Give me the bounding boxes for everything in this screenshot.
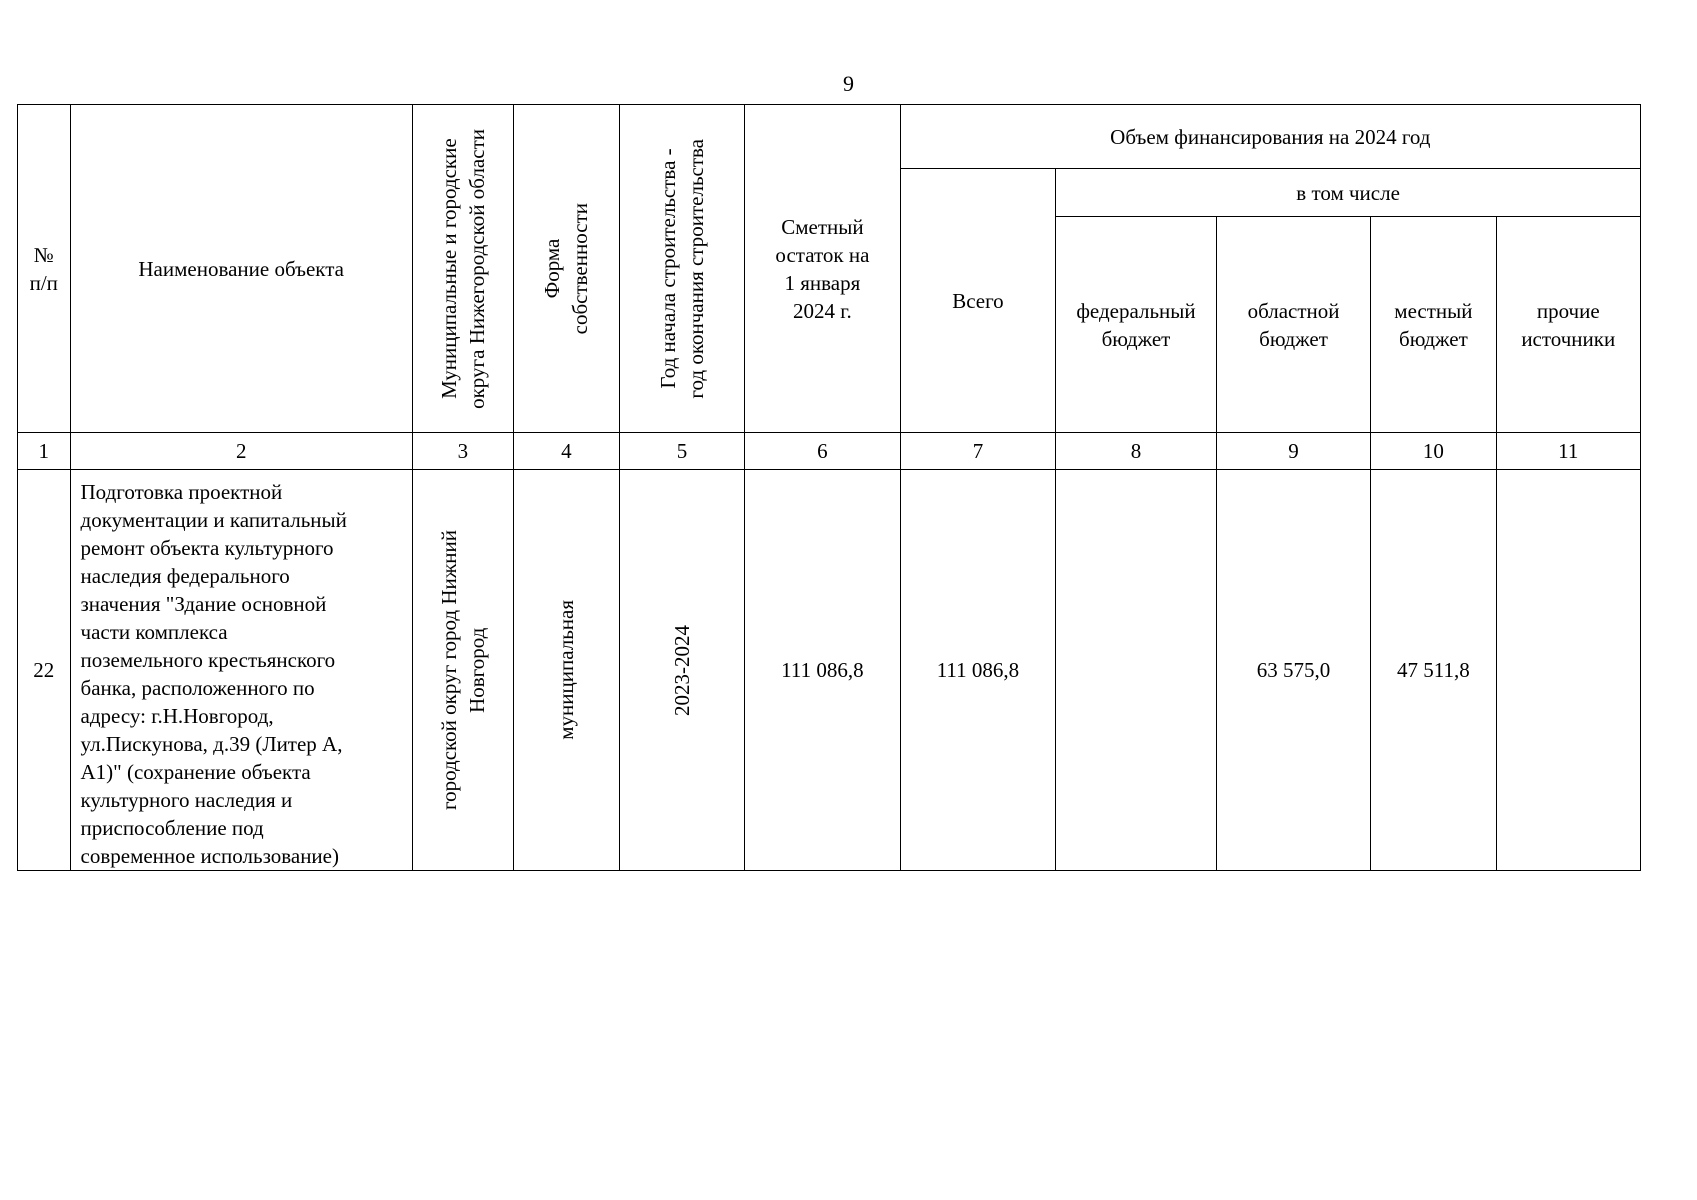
- funding-table: [17, 104, 1641, 871]
- row-num: 22: [18, 470, 71, 871]
- column-number: 11: [1496, 433, 1640, 470]
- row-ownership-text: муниципальная: [554, 600, 579, 740]
- column-number: 3: [412, 433, 513, 470]
- row-total: 111 086,8: [900, 470, 1056, 871]
- header-num: № п/п: [18, 105, 71, 433]
- row-local: 47 511,8: [1371, 470, 1496, 871]
- header-municipality-text: Муниципальные и городские округа Нижегородской области: [436, 128, 489, 409]
- column-number: 7: [900, 433, 1056, 470]
- header-ownership: [513, 105, 619, 433]
- row-object-name: [70, 470, 412, 871]
- column-number: 5: [619, 433, 744, 470]
- row-years: [619, 470, 744, 871]
- header-years: [619, 105, 744, 433]
- header-including: в том числе: [1056, 169, 1641, 217]
- header-funding-group: Объем финансирования на 2024 год: [900, 105, 1640, 169]
- column-number: 8: [1056, 433, 1217, 470]
- header-estimate: Сметный остаток на 1 января 2024 г.: [745, 105, 901, 433]
- column-number: 6: [745, 433, 901, 470]
- column-number-row: [18, 433, 1641, 470]
- column-number: 10: [1371, 433, 1496, 470]
- header-years-text: Год начала строительства - год окончания строительства: [656, 138, 709, 399]
- column-number: 4: [513, 433, 619, 470]
- header-federal: федеральный бюджет: [1056, 217, 1217, 433]
- header-regional: областной бюджет: [1216, 217, 1371, 433]
- row-municipality: [412, 470, 513, 871]
- row-regional: 63 575,0: [1216, 470, 1371, 871]
- row-municipality-text: городской округ город Нижний Новгород: [436, 530, 489, 810]
- row-years-text: 2023-2024: [670, 624, 695, 716]
- header-local: местный бюджет: [1371, 217, 1496, 433]
- column-number: 1: [18, 433, 71, 470]
- header-total: Всего: [900, 169, 1056, 433]
- page-number: 9: [843, 71, 854, 96]
- column-number: 2: [70, 433, 412, 470]
- row-object-name-text: Подготовка проектной документации и капитальный ремонт объекта культурного наследия федерального значения "Здание основной части комплекса поземельного крестьянского банка, расположенного по адресу: г.Н.Новгород, ул.Пискунова, д.39 (Литер А, А1)" (сохранение объекта культурного наследия и приспособление под современное использование): [80, 480, 347, 868]
- header-other: прочие источники: [1496, 217, 1640, 433]
- header-name: Наименование объекта: [70, 105, 412, 433]
- row-ownership: [513, 470, 619, 871]
- row-other: [1496, 470, 1640, 871]
- column-number: 9: [1216, 433, 1371, 470]
- header-municipality: [412, 105, 513, 433]
- row-federal: [1056, 470, 1217, 871]
- row-estimate: 111 086,8: [745, 470, 901, 871]
- header-ownership-text: Форма собственности: [540, 202, 593, 335]
- table-row: [18, 470, 1641, 871]
